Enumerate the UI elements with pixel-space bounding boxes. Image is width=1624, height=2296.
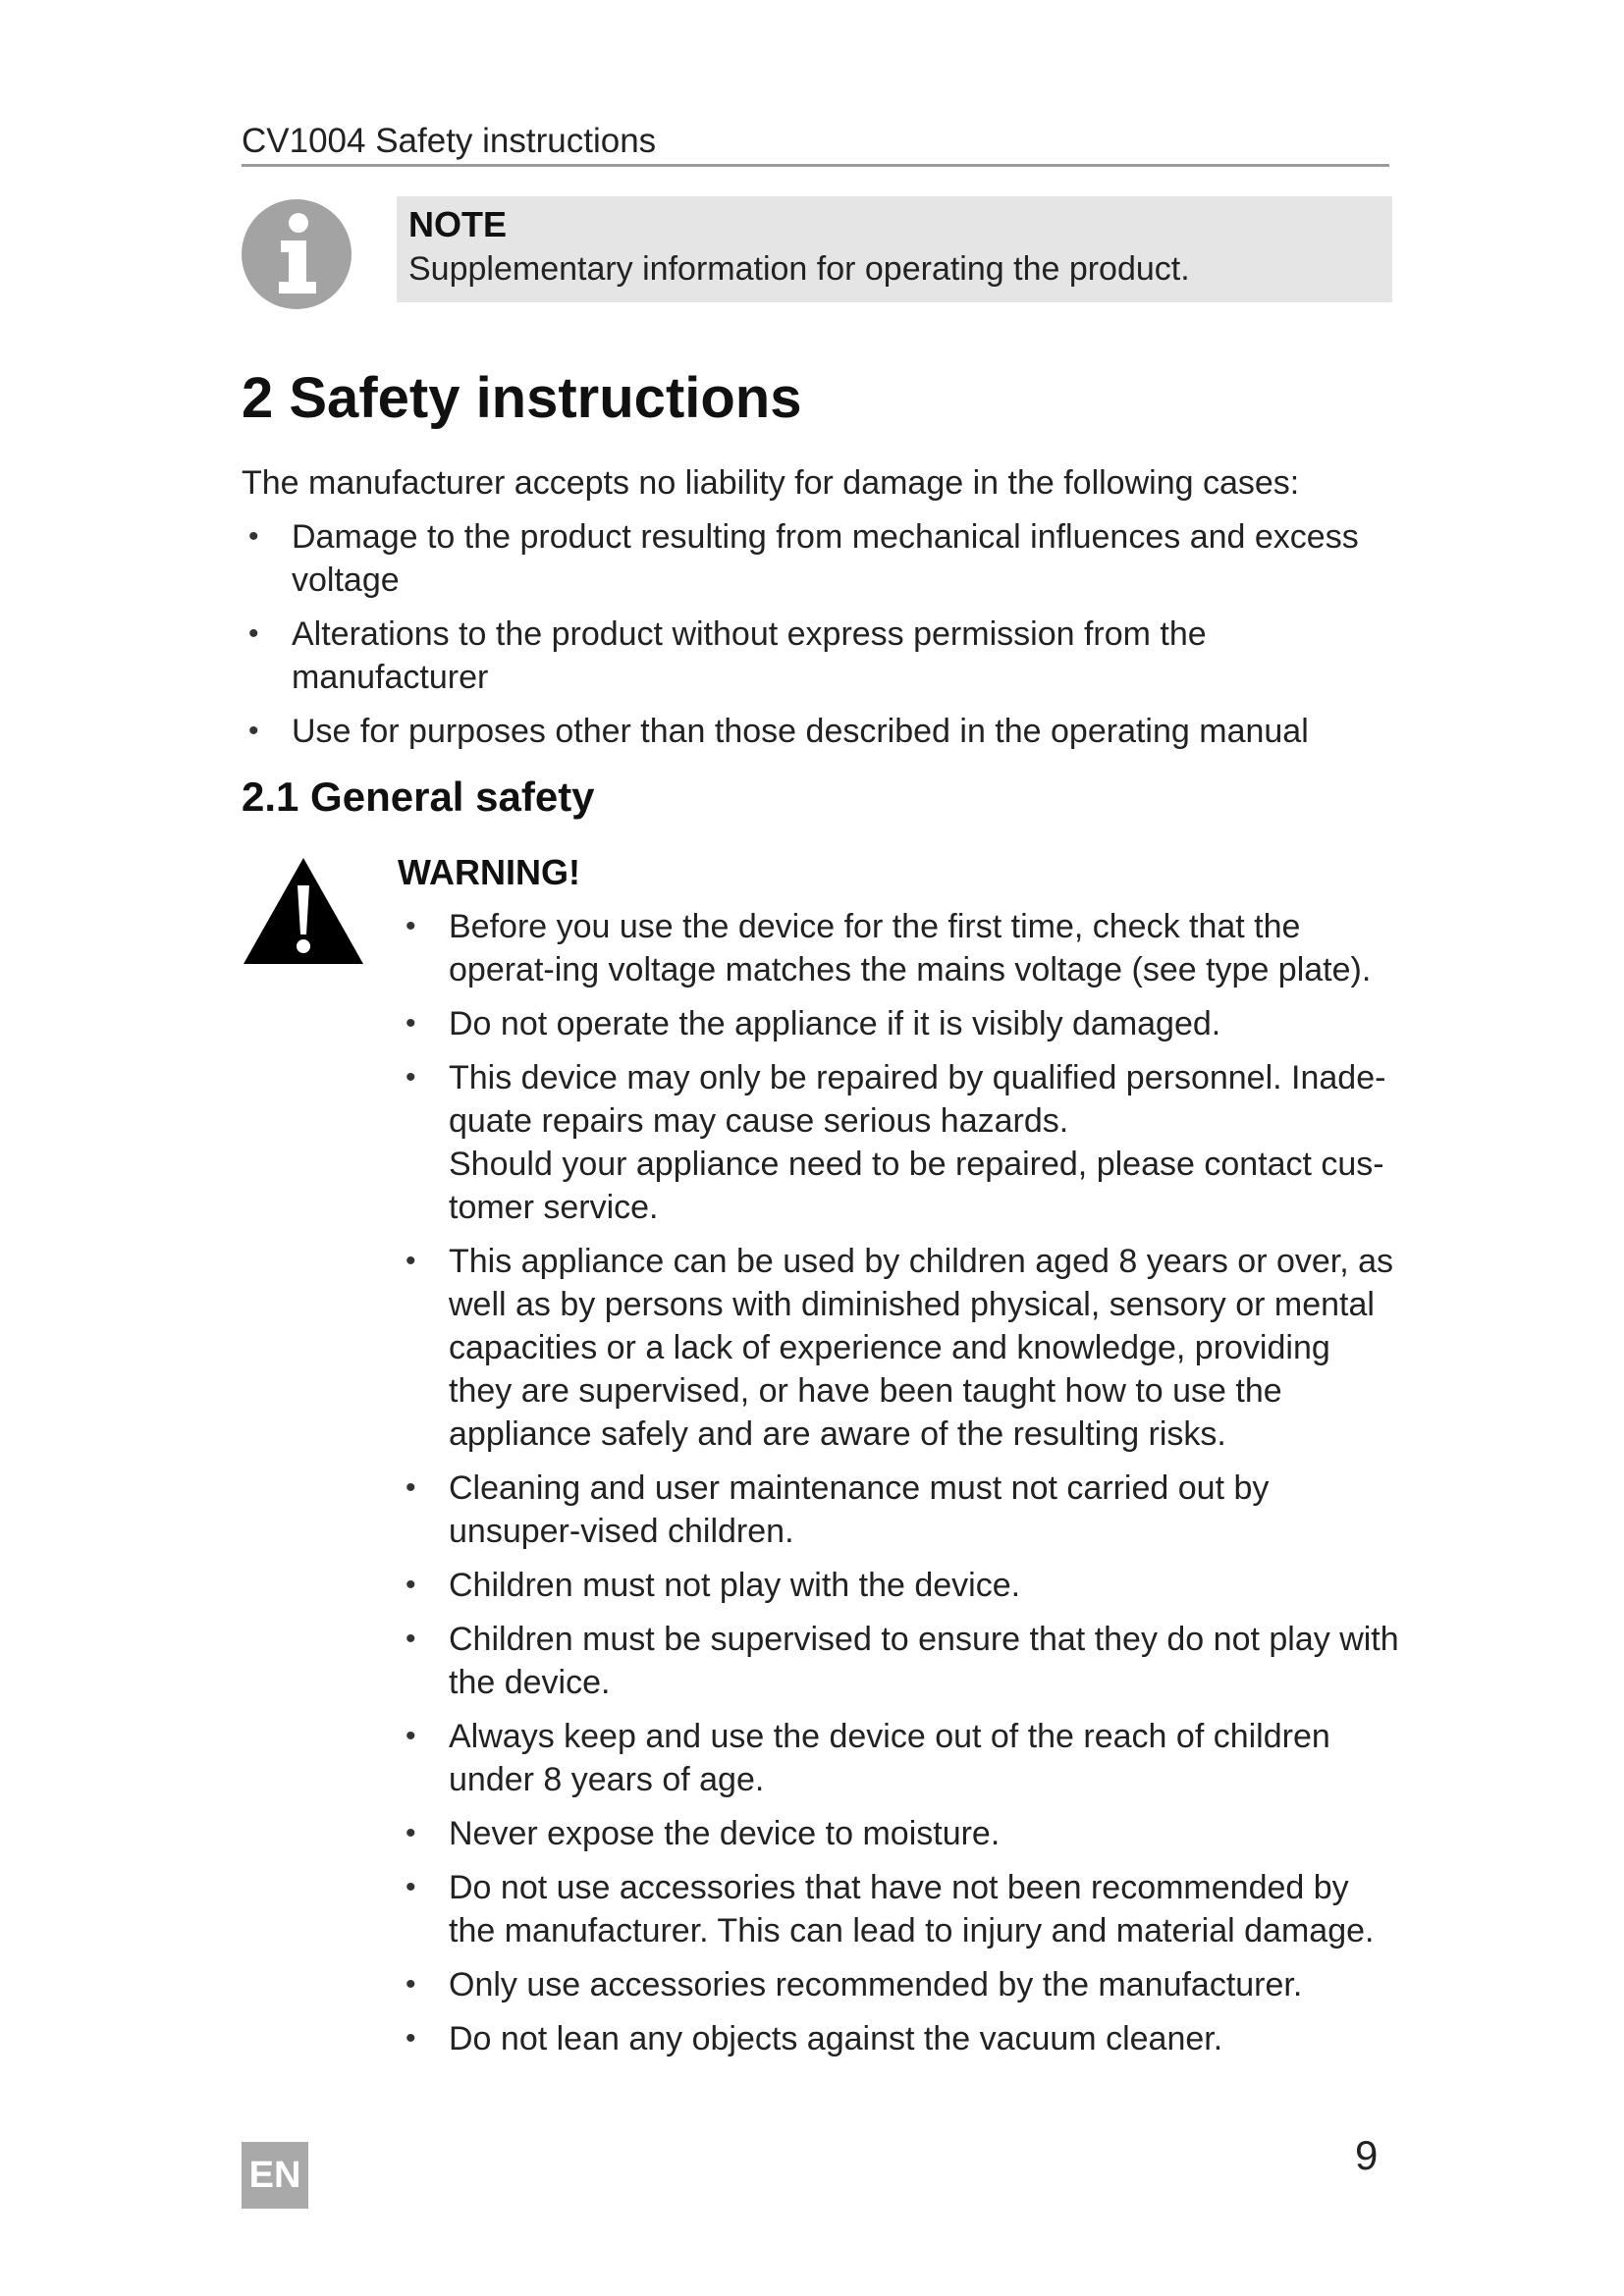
list-item (406, 1467, 1401, 1553)
list-item (406, 1056, 1401, 1229)
note-box (397, 196, 1392, 302)
list-item-text: Before you use the device for the first time, check that the operat-ing voltage matches the mains voltage (see type plate). (449, 908, 1372, 988)
list-item-text: Only use accessories recommended by the manufacturer. (449, 1966, 1303, 2003)
bullet: • (406, 2022, 416, 2055)
list-item: • Damage to the product resulting from mechanical influences and excess voltage (292, 515, 1395, 602)
bullet: • (406, 1817, 416, 1849)
note-text: Supplementary information for operating the product. (408, 250, 1190, 288)
bullet: • (406, 1623, 416, 1655)
warning-title: WARNING! (398, 852, 580, 892)
list-item (406, 905, 1401, 991)
bullet: • (406, 1245, 416, 1277)
list-item (406, 1715, 1401, 1801)
list-item (406, 1564, 1401, 1607)
page-header (242, 120, 1389, 167)
list-item (406, 1240, 1401, 1456)
section-heading: 2 Safety instructions (242, 366, 802, 430)
bullet: • (406, 1569, 416, 1601)
list-item-text: Never expose the device to moisture. (449, 1815, 1001, 1852)
bullet: • (406, 1061, 416, 1094)
list-item-text: Children must be supervised to ensure that they do not play with the device. (449, 1621, 1399, 1701)
list-item (406, 1963, 1401, 2006)
bullet: • (406, 910, 416, 942)
list-item: • Use for purposes other than those described in the operating manual (292, 710, 1395, 753)
list-item (406, 1002, 1401, 1045)
section-intro: The manufacturer accepts no liability for damage in the following cases: (242, 464, 1300, 502)
warning-list (406, 905, 1401, 2071)
list-item-text: Children must not play with the device. (449, 1567, 1021, 1604)
list-item: • Alterations to the product without express permission from the manufacturer (292, 613, 1395, 699)
bullet: • (406, 1007, 416, 1040)
list-item (406, 1866, 1401, 1952)
bullet: • (406, 1968, 416, 2001)
warning-icon (242, 856, 365, 966)
list-item-text: Should your appliance need to be repaired, please contact cus-tomer service. (449, 1146, 1384, 1226)
list-item-text: This device may only be repaired by qualified personnel. Inade-quate repairs may cause serious hazards. (449, 1059, 1386, 1140)
list-item (406, 1812, 1401, 1855)
list-item-text: Cleaning and user maintenance must not carried out by unsuper-vised children. (449, 1469, 1270, 1550)
page-number: 9 (1355, 2132, 1379, 2178)
bullet: • (406, 1871, 416, 1903)
bullet: • (248, 520, 259, 553)
info-icon (242, 199, 352, 309)
list-item-text: This appliance can be used by children aged 8 years or over, as well as by persons with diminished physical, sensory or mental capacities or a lack of experience and knowledge, providing they are supervised, or have been taught how to use the appliance safely and are aware of the resulting risks. (449, 1243, 1394, 1453)
list-item-text: Always keep and use the device out of the reach of children under 8 years of age. (449, 1718, 1330, 1798)
liability-list (248, 515, 1395, 764)
bullet: • (406, 1720, 416, 1752)
list-item (406, 1618, 1401, 1704)
header-title: CV1004 Safety instructions (242, 122, 657, 160)
bullet: • (248, 715, 259, 747)
bullet: • (406, 1471, 416, 1504)
list-item-text: Do not operate the appliance if it is visibly damaged. (449, 1005, 1221, 1042)
language-badge: EN (242, 2142, 308, 2209)
note-title: NOTE (408, 204, 508, 244)
list-item-text: Do not lean any objects against the vacuum cleaner. (449, 2020, 1223, 2057)
list-item (406, 2017, 1401, 2060)
subsection-heading: 2.1 General safety (242, 774, 595, 820)
list-item-text: Do not use accessories that have not been recommended by the manufacturer. This can lead to injury and material damage. (449, 1869, 1375, 1949)
bullet: • (248, 617, 259, 650)
